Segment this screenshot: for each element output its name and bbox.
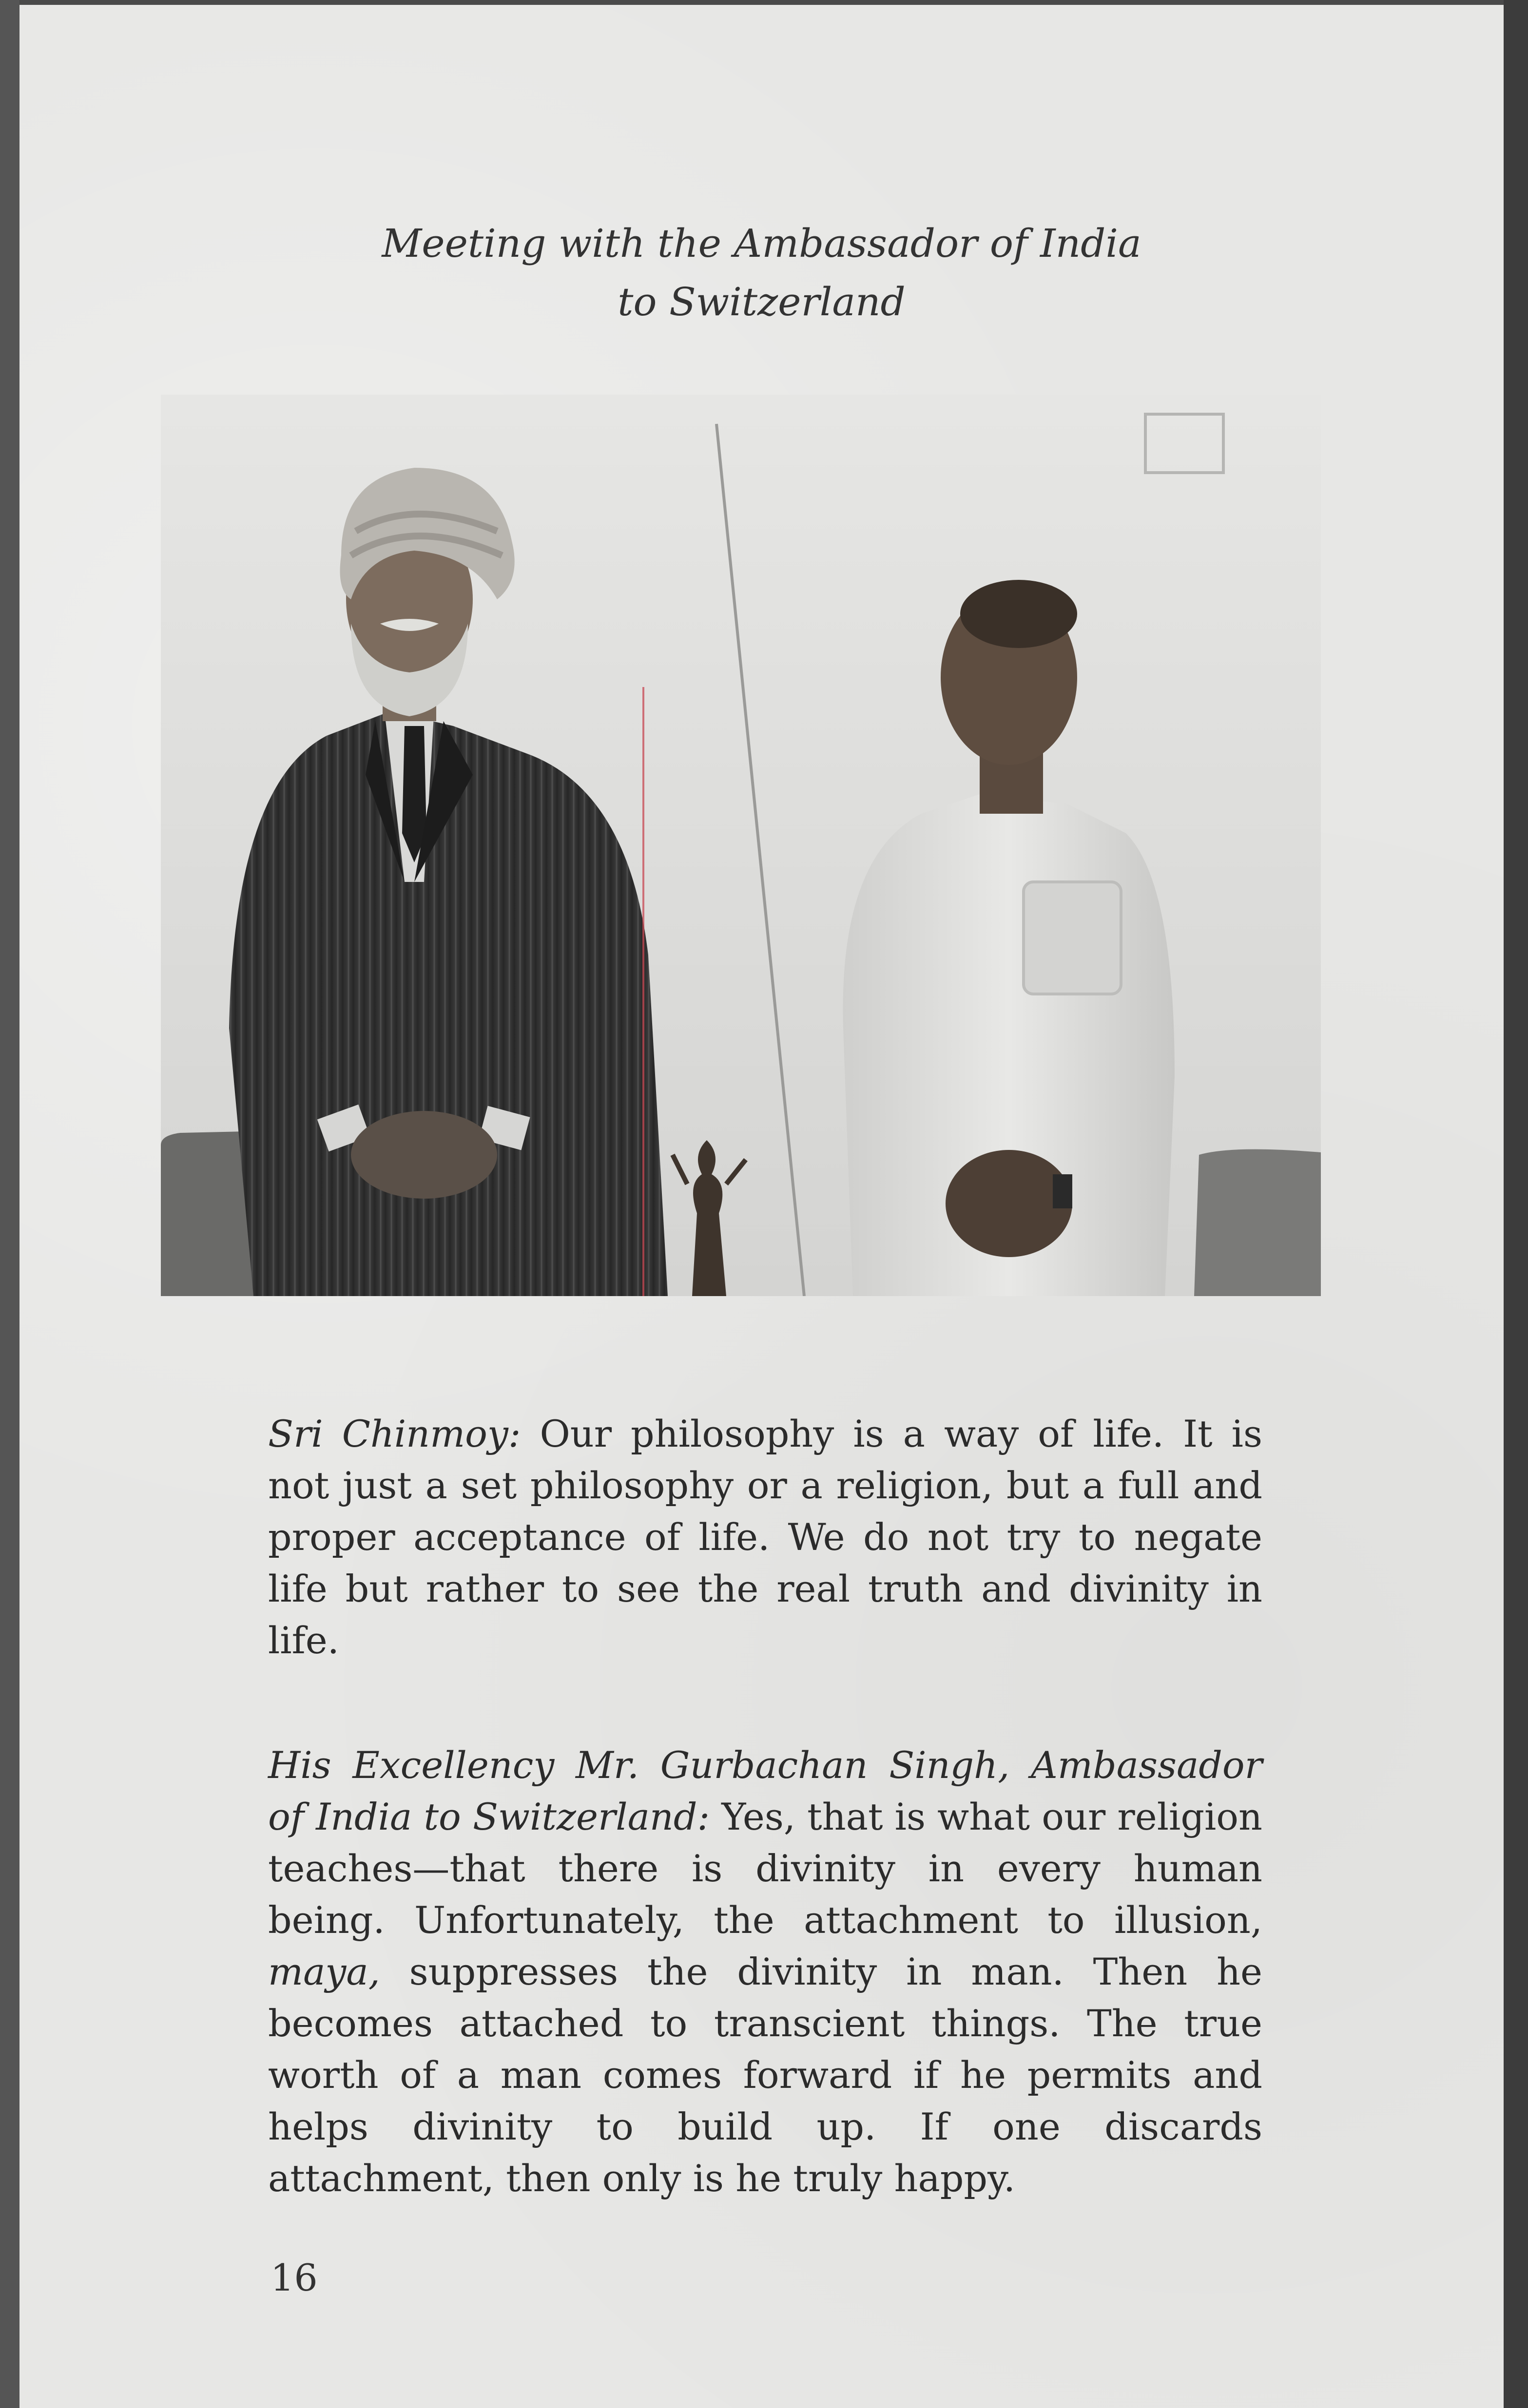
dialogue-paragraph-sri-chinmoy	[268, 1408, 1262, 1666]
book-spine-shadow	[0, 0, 19, 2408]
paragraph-text: suppresses the divinity in man. Then he becomes attached to transcient things. The true worth of a man comes forward if he permits and helps divinity to build up. If one discards attachment, then only is he truly happy.	[268, 1950, 1262, 2200]
photo-caption-line-1: Meeting with the Ambassador of India	[382, 221, 1141, 266]
italic-term: maya,	[268, 1950, 380, 1993]
dialogue-paragraph-ambassador	[268, 1739, 1262, 2204]
meeting-photograph	[161, 395, 1321, 1296]
photo-caption-line-2: to Switzerland	[618, 279, 906, 325]
paragraph-text: Our philosophy is a way of life. It is not just a set philosophy or a religion, but a full and proper acceptance of life. We do not try to negate life but rather to see the real truth and divinity in life.	[268, 1412, 1262, 1662]
page-edge-shadow	[1504, 0, 1528, 2408]
page-number: 16	[271, 2256, 318, 2299]
paragraph-text: Yes, that is what our religion teaches—that there is divinity in every human being. Unfortunately, the attachment to illusion,	[268, 1795, 1262, 1942]
book-page	[19, 5, 1504, 2408]
speaker-name: Sri Chinmoy:	[268, 1412, 521, 1455]
speaker-name: His Excellency Mr. Gurbachan Singh, Ambassador of India to Switzerland:	[268, 1743, 1262, 1838]
